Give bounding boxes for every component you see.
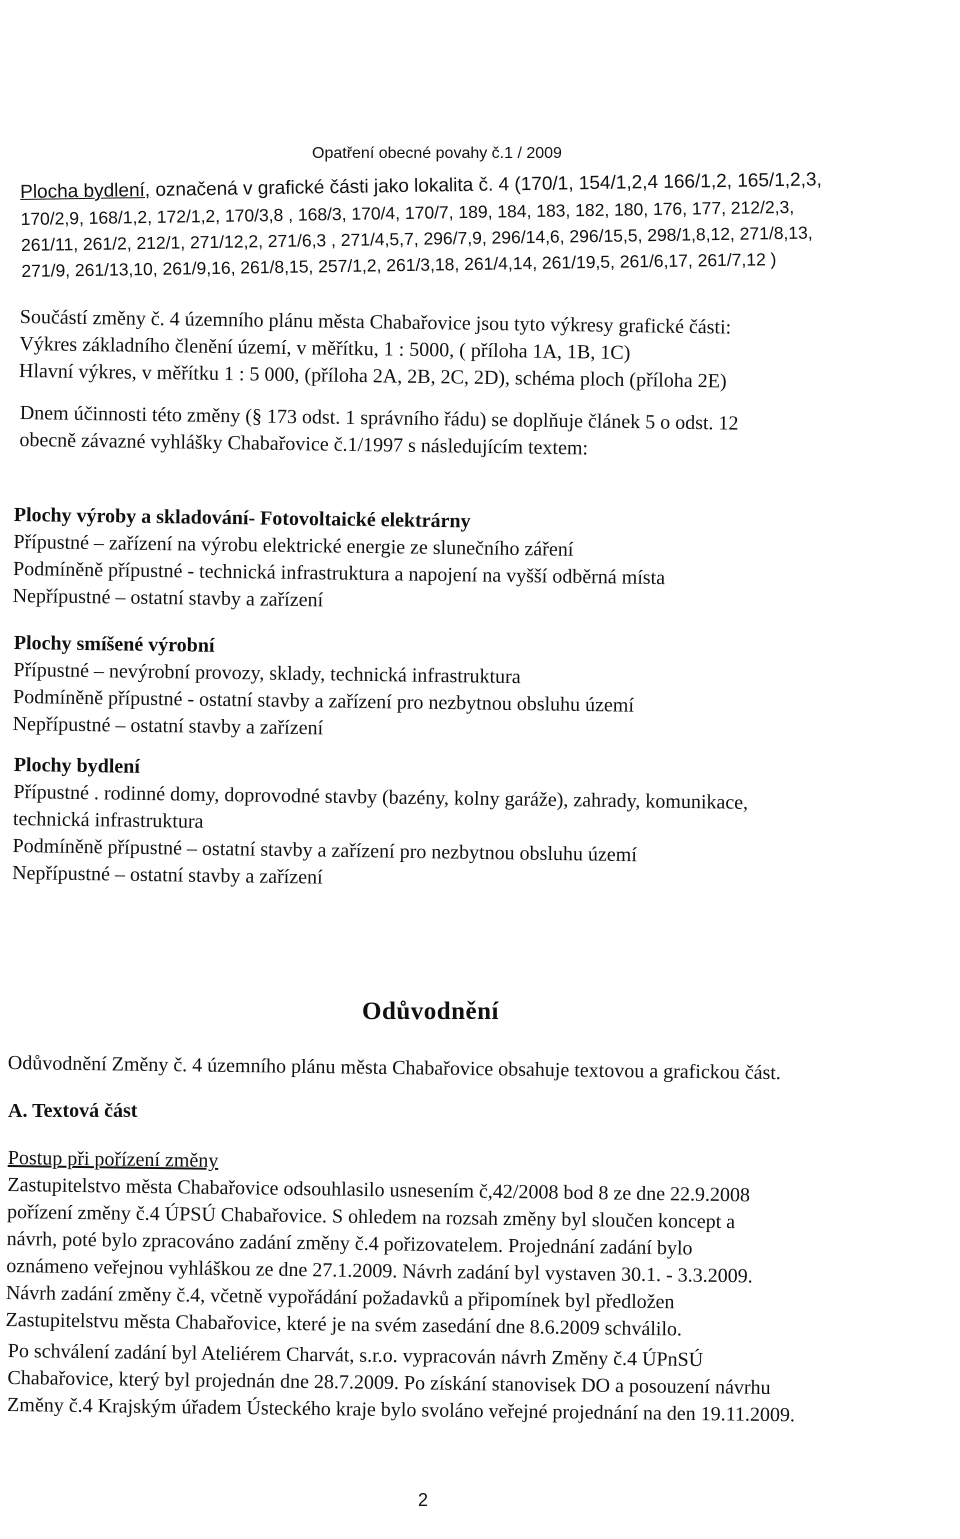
- postup-line: Zastupitelstvo města Chabařovice odsouhlasilo usnesením č,42/2008 bod 8 ze dne 22.9.2008: [7, 1173, 751, 1207]
- section-line: Přípustné – nevýrobní provozy, sklady, technická infrastruktura: [13, 658, 521, 689]
- postup-line: Zastupitelstvu města Chabařovice, které je na svém zasedání dne 8.6.2009 schválilo.: [5, 1308, 683, 1341]
- postup-heading: Postup při pořízení změny: [7, 1146, 219, 1172]
- lokalita-line: 170/2,9, 168/1,2, 172/1,2, 170/3,8 , 168/3, 170/4, 170/7, 189, 184, 183, 182, 180, 176, 177, 212/2,3,: [20, 196, 795, 229]
- section-line: Nepřípustné – ostatní stavby a zařízení: [12, 584, 324, 612]
- section-smisene: [12, 630, 634, 747]
- section-fotovoltaika: [12, 502, 665, 619]
- section-line: technická infrastruktura: [12, 807, 204, 833]
- section-heading: Plochy smíšené výrobní: [13, 631, 215, 657]
- postup-line: pořízení změny č.4 ÚPSÚ Chabařovice. S ohledem na rozsah změny byl sloučen koncept a: [6, 1200, 736, 1234]
- soucasti-line: Hlavní výkres, v měřítku 1 : 5 000, (příloha 2A, 2B, 2C, 2D), schéma ploch (příloha 2E): [18, 359, 727, 393]
- lokalita-paragraph: [20, 167, 823, 284]
- schvaleni-line: Změny č.4 Krajským úřadem Ústeckého kraje bylo svoláno veřejné projednání na den 19.11.2009.: [6, 1393, 796, 1427]
- section-line: Přípustné . rodinné domy, doprovodné stavby (bazény, kolny garáže), zahrady, komunikace,: [13, 780, 749, 814]
- lokalita-lead-underlined: Plocha bydlení,: [20, 179, 151, 203]
- page-number: 2: [418, 1490, 429, 1510]
- soucasti-line: Výkres základního členění území, v měřítku, 1 : 5000, ( příloha 1A, 1B, 1C): [19, 332, 631, 365]
- section-line: Nepřípustné – ostatní stavby a zařízení: [12, 712, 324, 740]
- dnem-paragraph: [19, 400, 738, 465]
- lokalita-line: 261/11, 261/2, 212/1, 271/12,2, 271/6,3 , 271/4,5,7, 296/7,9, 296/14,6, 296/15,5, 298/1,8,12, 271/8,13,: [20, 222, 813, 255]
- oduvodneni-title: Odůvodnění: [362, 998, 500, 1025]
- soucasti-paragraph: [19, 304, 732, 396]
- schvaleni-line: Po schválení zadání byl Ateliérem Charvát, s.r.o. vypracován návrh Změny č.4 ÚPnSÚ: [7, 1339, 704, 1372]
- section-line: Podmíněně přípustné – ostatní stavby a zařízení pro nezbytnou obsluhu území: [12, 834, 638, 867]
- schvaleni-paragraph: [7, 1338, 796, 1429]
- section-line: Nepřípustné – ostatní stavby a zařízení: [12, 861, 323, 889]
- section-line: Podmíněně přípustné - ostatní stavby a zařízení pro nezbytnou obsluhu území: [12, 685, 635, 717]
- section-heading: Plochy výroby a skladování- Fotovoltaické elektrárny: [13, 503, 471, 533]
- section-heading: Plochy bydlení: [13, 753, 141, 778]
- schvaleni-line: Chabařovice, který byl projednán dne 28.7.2009. Po získání stanovisek DO a posouzení návrhu: [7, 1366, 771, 1399]
- section-bydleni: [12, 752, 749, 898]
- postup-line: Návrh zadání změny č.4, včetně vypořádání požadavků a připomínek byl předložen: [5, 1281, 675, 1314]
- section-line: Podmíněně přípustné - technická infrastruktura a napojení na vyšší odběrná místa: [12, 557, 666, 590]
- lokalita-line: 271/9, 261/13,10, 261/9,16, 261/8,15, 257/1,2, 261/3,18, 261/4,14, 261/19,5, 261/6,17, 261/7,12 ): [21, 249, 777, 281]
- lokalita-lead-rest: označená v grafické části jako lokalita č. 4 (170/1, 154/1,2,4 166/1,2, 165/1,2,3,: [149, 169, 822, 201]
- postup-line: oznámeno veřejnou vyhláškou ze dne 27.1.2009. Návrh zadání byl vystaven 30.1. - 3.3.2009.: [6, 1254, 753, 1288]
- postup-line: návrh, poté bylo zpracováno zadání změny č.4 pořizovatelem. Projednání zadání bylo: [6, 1227, 693, 1260]
- oduvodneni-intro: Odůvodnění Změny č. 4 územního plánu města Chabařovice obsahuje textovou a grafickou část.: [7, 1051, 782, 1085]
- section-a-heading: A. Textová část: [8, 1100, 138, 1122]
- postup-paragraph: [5, 1145, 754, 1344]
- dnem-line: obecně závazné vyhlášky Chabařovice č.1/1997 s následujícím textem:: [19, 428, 589, 460]
- section-line: Přípustné – zařízení na výrobu elektrické energie ze slunečního záření: [13, 530, 574, 561]
- dnem-line: Dnem účinnosti této změny (§ 173 odst. 1 správního řádu) se doplňuje článek 5 o odst. 12: [19, 401, 739, 435]
- page-header: Opatření obecné povahy č.1 / 2009: [312, 145, 562, 162]
- soucasti-line: Součástí změny č. 4 územního plánu města Chabařovice jsou tyto výkresy grafické části:: [19, 305, 732, 339]
